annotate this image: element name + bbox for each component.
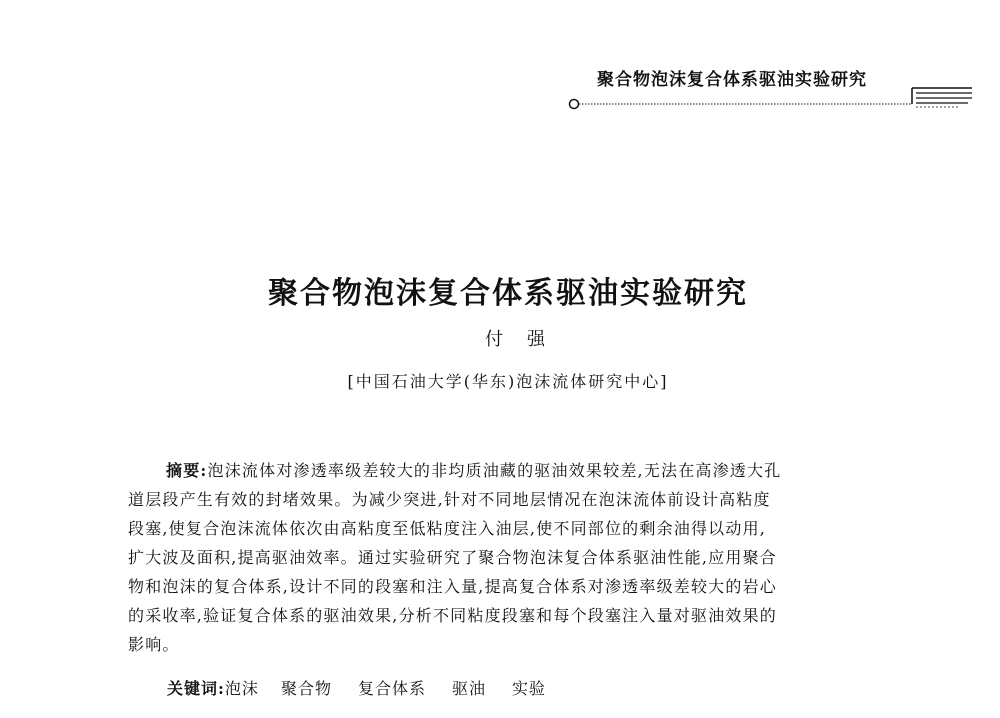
abstract-line: 的采收率,验证复合体系的驱油效果,分析不同粘度段塞和每个段塞注入量对驱油效果的 <box>128 606 777 625</box>
keyword: 复合体系 <box>357 679 426 698</box>
abstract-label: 摘要: <box>166 461 208 480</box>
abstract-line: 物和泡沫的复合体系,设计不同的段塞和注入量,提高复合体系对渗透率级差较大的岩心 <box>128 577 777 596</box>
running-header-rule <box>0 0 1000 130</box>
keyword: 驱油 <box>451 679 486 698</box>
abstract <box>128 456 904 659</box>
author-affiliation: [中国石油大学(华东)泡沫流体研究中心] <box>347 372 669 391</box>
running-header-title: 聚合物泡沫复合体系驱油实验研究 <box>597 70 867 90</box>
keywords-label: 关键词: <box>167 679 225 698</box>
abstract-line <box>128 456 904 485</box>
abstract-line: 影响。 <box>128 635 180 654</box>
abstract-line: 扩大波及面积,提高驱油效率。通过实验研究了聚合物泡沫复合体系驱油性能,应用聚合 <box>128 548 777 567</box>
abstract-text: 泡沫流体对渗透率级差较大的非均质油藏的驱油效果较差,无法在高渗透大孔 <box>207 461 782 480</box>
paper-title: 聚合物泡沫复合体系驱油实验研究 <box>268 276 748 311</box>
abstract-line: 段塞,使复合泡沫流体依次由高粘度至低粘度注入油层,使不同部位的剩余油得以动用, <box>128 519 767 538</box>
author-name: 付强 <box>485 329 569 350</box>
keyword: 聚合物 <box>280 679 332 698</box>
keyword: 实验 <box>511 679 546 698</box>
keywords <box>167 676 572 702</box>
keyword: 泡沫 <box>224 679 259 698</box>
abstract-line: 道层段产生有效的封堵效果。为减少突进,针对不同地层情况在泡沫流体前设计高粘度 <box>128 490 771 509</box>
